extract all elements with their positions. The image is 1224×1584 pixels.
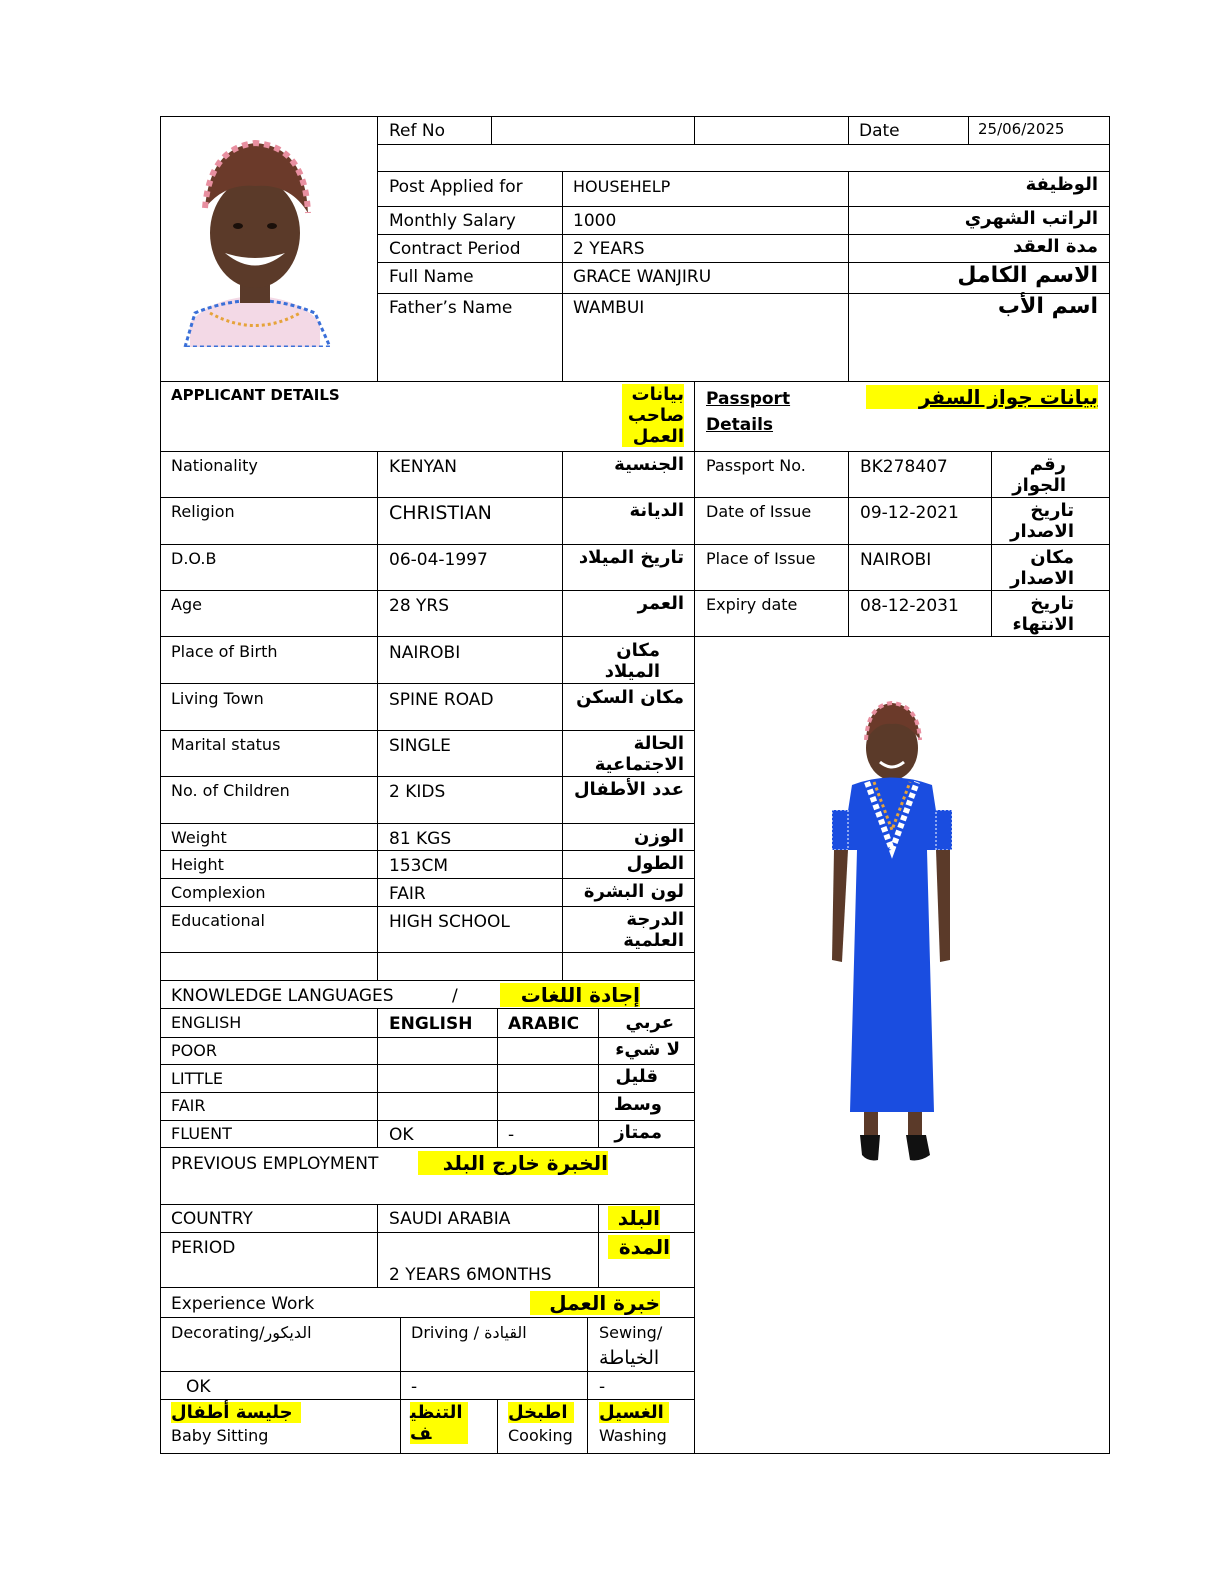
decorating-label: Decorating/الديكور — [171, 1323, 312, 1342]
cleaning-label-ar: التنظيف — [410, 1402, 468, 1444]
date-of-issue-label: Date of Issue — [706, 502, 812, 521]
weight-label: Weight — [171, 828, 227, 847]
experience-title-ar: خبرة العمل — [530, 1291, 660, 1315]
lang-fluent-arabic: - — [508, 1125, 515, 1145]
dob-value: 06-04-1997 — [389, 550, 488, 570]
age-label-ar: العمر — [637, 593, 684, 614]
passport-details-title: Passport Details — [706, 389, 791, 435]
place-of-issue-label: Place of Issue — [706, 549, 816, 568]
children-value: 2 KIDS — [389, 782, 446, 802]
cooking-label-en: Cooking — [508, 1426, 573, 1445]
height-label: Height — [171, 855, 224, 874]
marital-status-label-ar: الحالة الاجتماعية — [594, 733, 684, 775]
applicant-portrait-photo — [170, 138, 340, 347]
country-label: COUNTRY — [171, 1209, 253, 1229]
lang-header-english: ENGLISH — [389, 1014, 473, 1034]
nationality-label: Nationality — [171, 456, 258, 475]
post-label: Post Applied for — [389, 177, 523, 197]
cooking-label-ar: اطبخل — [508, 1402, 574, 1423]
contract-value: 2 YEARS — [573, 239, 645, 259]
lang-header-label: ENGLISH — [171, 1013, 242, 1032]
driving-label: Driving / القيادة — [411, 1323, 527, 1342]
date-value: 25/06/2025 — [978, 120, 1065, 138]
fullname-label: Full Name — [389, 267, 474, 287]
experience-title: Experience Work — [171, 1294, 315, 1314]
washing-label-ar: الغسيل — [599, 1402, 669, 1423]
passport-no-value: BK278407 — [860, 457, 948, 477]
fullname-value: GRACE WANJIRU — [573, 267, 712, 287]
living-town-value: SPINE ROAD — [389, 690, 494, 710]
languages-title-ar: إجادة اللغات — [500, 983, 640, 1007]
babysitting-label-en: Baby Sitting — [171, 1426, 269, 1445]
passport-details-title-ar: بيانات جواز السفر — [866, 385, 1098, 409]
complexion-label: Complexion — [171, 883, 266, 902]
applicant-full-body-photo — [822, 700, 962, 1162]
babysitting-label-ar: جليسة أطفال — [171, 1402, 301, 1423]
contract-label-ar: مدة العقد — [1013, 236, 1098, 257]
education-value: HIGH SCHOOL — [389, 912, 510, 932]
applicant-details-title-ar: بيانات صاحب العمل — [622, 384, 684, 447]
place-of-issue-label-ar: مكان الاصدار — [1010, 547, 1074, 589]
date-label: Date — [859, 121, 900, 141]
period-label-ar: المدة — [608, 1235, 670, 1259]
religion-value: CHRISTIAN — [389, 502, 492, 524]
lang-header-ar: عربي — [625, 1012, 674, 1033]
marital-status-label: Marital status — [171, 735, 281, 754]
lang-poor-ar: لا شيء — [615, 1039, 680, 1060]
date-of-issue-value: 09-12-2021 — [860, 503, 959, 523]
religion-label: Religion — [171, 502, 235, 521]
place-of-birth-value: NAIROBI — [389, 643, 461, 663]
living-town-label-ar: مكان السكن — [576, 687, 684, 708]
lang-poor-label: POOR — [171, 1041, 217, 1060]
period-value: 2 YEARS 6MONTHS — [389, 1265, 552, 1285]
age-label: Age — [171, 595, 202, 614]
salary-label: Monthly Salary — [389, 211, 516, 231]
father-label: Father’s Name — [389, 298, 513, 318]
nationality-label-ar: الجنسية — [614, 454, 684, 475]
post-label-ar: الوظيفة — [1025, 174, 1098, 195]
previous-employment-title: PREVIOUS EMPLOYMENT — [171, 1154, 379, 1174]
lang-fluent-english: OK — [389, 1125, 414, 1145]
age-value: 28 YRS — [389, 596, 450, 616]
complexion-label-ar: لون البشرة — [583, 881, 684, 902]
nationality-value: KENYAN — [389, 457, 458, 477]
country-value: SAUDI ARABIA — [389, 1209, 511, 1229]
languages-title: KNOWLEDGE LANGUAGES — [171, 986, 394, 1006]
complexion-value: FAIR — [389, 884, 426, 904]
country-label-ar: البلد — [608, 1206, 660, 1230]
passport-no-label: Passport No. — [706, 456, 806, 475]
lang-header-arabic: ARABIC — [508, 1014, 580, 1034]
children-label: No. of Children — [171, 781, 290, 800]
contract-label: Contract Period — [389, 239, 521, 259]
place-of-birth-label-ar: مكان الميلاد — [604, 640, 660, 682]
languages-slash: / — [452, 986, 458, 1006]
decorating-value: OK — [186, 1377, 211, 1397]
religion-label-ar: الديانة — [629, 500, 684, 521]
passport-no-label-ar: رقم الجواز — [1012, 454, 1066, 496]
salary-label-ar: الراتب الشهري — [964, 208, 1098, 229]
fullname-label-ar: الاسم الكامل — [957, 263, 1098, 288]
living-town-label: Living Town — [171, 689, 264, 708]
post-value: HOUSEHELP — [573, 177, 671, 196]
father-value: WAMBUI — [573, 298, 645, 318]
lang-fluent-ar: ممتاز — [614, 1122, 662, 1143]
sewing-label-ar: الخياطة — [599, 1347, 660, 1369]
applicant-details-title: APPLICANT DETAILS — [171, 386, 340, 404]
previous-employment-title-ar: الخبرة خارج البلد — [418, 1151, 608, 1175]
place-of-birth-label: Place of Birth — [171, 642, 278, 661]
lang-fair-label: FAIR — [171, 1096, 206, 1115]
dob-label: D.O.B — [171, 549, 217, 568]
height-value: 153CM — [389, 856, 448, 876]
driving-value: - — [411, 1377, 418, 1397]
expiry-date-label: Expiry date — [706, 595, 798, 614]
sewing-label-en: Sewing/ — [599, 1323, 663, 1342]
dob-label-ar: تاريخ الميلاد — [578, 547, 684, 568]
expiry-date-label-ar: تاريخ الانتهاء — [1012, 593, 1074, 635]
lang-fluent-label: FLUENT — [171, 1124, 232, 1143]
salary-value: 1000 — [573, 211, 617, 231]
weight-value: 81 KGS — [389, 829, 452, 849]
period-label: PERIOD — [171, 1238, 236, 1258]
place-of-issue-value: NAIROBI — [860, 550, 932, 570]
education-label: Educational — [171, 911, 265, 930]
sewing-value: - — [599, 1377, 606, 1397]
date-of-issue-label-ar: تاريخ الاصدار — [1010, 500, 1074, 542]
expiry-date-value: 08-12-2031 — [860, 596, 959, 616]
ref-no-label: Ref No — [389, 121, 446, 141]
father-label-ar: اسم الأب — [997, 294, 1098, 319]
marital-status-value: SINGLE — [389, 736, 451, 756]
lang-little-label: LITTLE — [171, 1069, 223, 1088]
lang-little-ar: قليل — [615, 1066, 658, 1087]
lang-fair-ar: وسط — [613, 1094, 662, 1115]
children-label-ar: عدد الأطفال — [573, 779, 684, 800]
height-label-ar: الطول — [626, 853, 684, 874]
education-label-ar: الدرجة العلمية — [623, 909, 684, 951]
washing-label-en: Washing — [599, 1426, 667, 1445]
weight-label-ar: الوزن — [634, 826, 684, 847]
